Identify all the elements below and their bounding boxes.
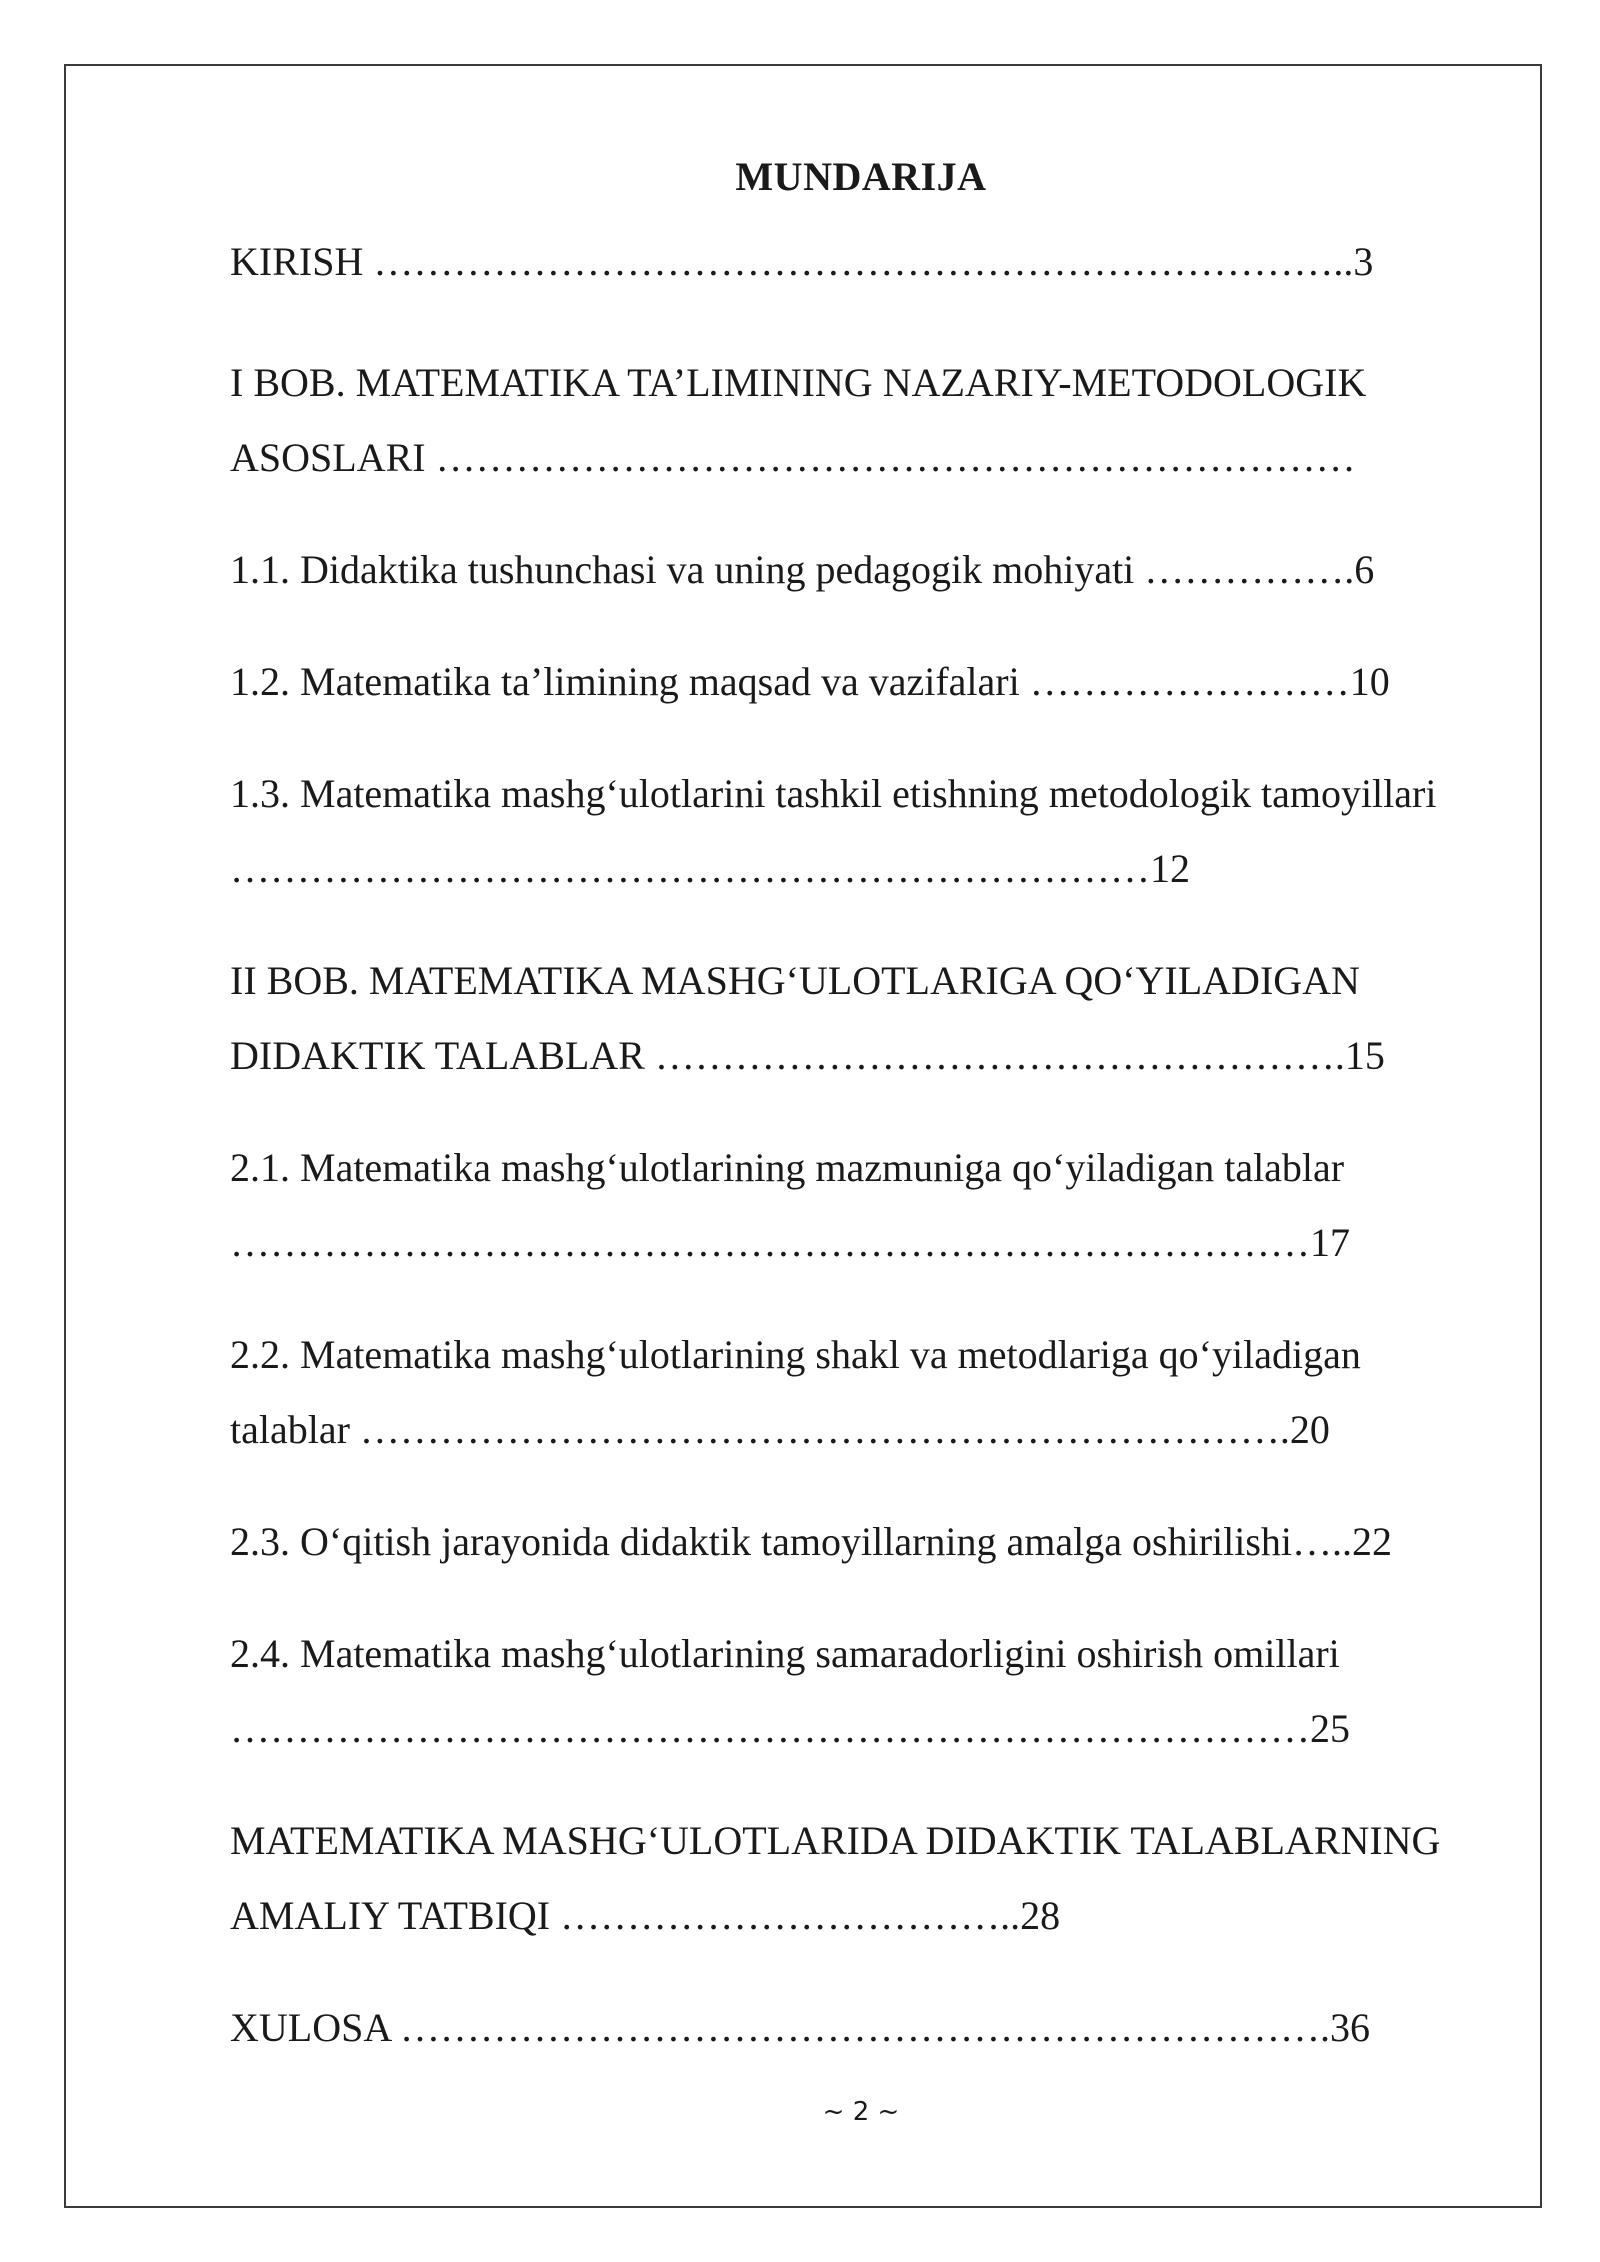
toc-entry-chapter-2: II BOB. MATEMATIKA MASHG‘ULOTLARIGA QO‘YILADIGAN DIDAKTIK TALABLAR …………………………………………….15 (230, 958, 1385, 1078)
toc-entry-2-4: 2.4. Matematika mashg‘ulotlarining samaradorligini oshirish omillari ………………………………………………………………………25 (230, 1631, 1350, 1751)
toc-entry-xulosa: XULOSA …………………………………………………………….36 (230, 2005, 1371, 2050)
toc-entry-2-1: 2.1. Matematika mashg‘ulotlarining mazmuniga qo‘yiladigan talablar ………………………………………………………………………17 (230, 1145, 1355, 1265)
toc-entry-chapter-1: I BOB. MATEMATIKA TA’LIMINING NAZARIY-METODOLOGIK ASOSLARI …………………………………………………………… (230, 360, 1375, 480)
toc-entry-chapter-3: MATEMATIKA MASHG‘ULOTLARIDA DIDAKTIK TALABLARNING AMALIY TATBIQI ……………………………..28 (230, 1818, 1449, 1938)
toc-entry-2-2: 2.2. Matematika mashg‘ulotlarining shakl va metodlariga qo‘yiladigan talablar …………………………………………………………….20 (230, 1332, 1371, 1452)
table-of-contents (230, 224, 1490, 2102)
toc-title: MUNDARIJA (735, 154, 987, 199)
page-number: ~ 2 ~ (822, 2097, 900, 2127)
toc-entry-kirish: KIRISH ………………………………………………………………..3 (230, 239, 1374, 284)
toc-entry-1-2: 1.2. Matematika ta’limining maqsad va vazifalari ……………………10 (230, 659, 1390, 704)
toc-entry-1-3: 1.3. Matematika mashg‘ulotlarini tashkil etishning metodologik tamoyillari ……………………………………………………………12 (230, 771, 1447, 891)
toc-entry-2-3: 2.3. O‘qitish jarayonida didaktik tamoyillarning amalga oshirilishi…..22 (230, 1519, 1393, 1564)
toc-entry-1-1: 1.1. Didaktika tushunchasi va uning pedagogik mohiyati …………….6 (230, 547, 1375, 592)
